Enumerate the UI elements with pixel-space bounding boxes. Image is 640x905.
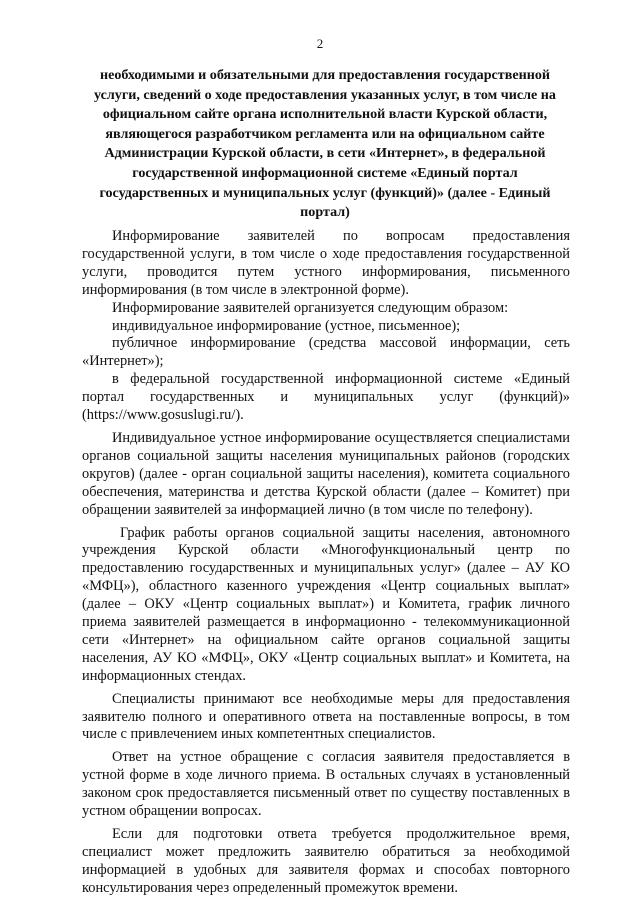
page-number: 2	[316, 36, 324, 51]
paragraph: Информирование заявителей по вопросам предоставления государственной услуги, в том числе о ходе предоставления государственной услуги, проводится путем устного информирования, письменного информирования (в том числе в электронной форме).	[82, 228, 570, 298]
paragraph: в федеральной государственной информационной системе «Единый портал государственных и муниципальных услуг (функций)» (https://www.gosuslugi.ru/).	[82, 371, 570, 424]
paragraph: Ответ на устное обращение с согласия заявителя предоставляется в устной форме в ходе личного приема. В остальных случаях в установленный законом срок предоставляется письменный ответ по существу поставленных в устном обращении вопросах.	[82, 749, 570, 820]
paragraph: Информирование заявителей организуется следующим образом:	[112, 299, 509, 316]
section-heading: необходимыми и обязательными для предоставления государственной услуги, сведений о ходе предоставления указанных услуг, в том числе на официальном сайте органа исполнительной власти Курской области, являющегося разработчиком регламента или на официальном сайте Администрации Курской области, в сети «Интернет», в федеральной государственной информационной системе «Единый портал государственных и муниципальных услуг (функций)» (далее - Единый портал)	[94, 67, 556, 221]
paragraph: Специалисты принимают все необходимые меры для предоставления заявителю полного и оперативного ответа на поставленные вопросы, в том числе с привлечением иных компетентных специалистов.	[82, 690, 570, 743]
paragraph: График работы органов социальной защиты населения, автономного учреждения Курской области «Многофункциональный центр по предоставлению государственных и муниципальных услуг» (далее – АУ КО «МФЦ»), областного казенного учреждения «Центр социальных выплат» (далее – ОКУ «Центр социальных выплат») и Комитета, график личного приема заявителей размещается в информационно - телекоммуникационной сети «Интернет» на официальном сайте органов социальной защиты населения, АУ КО «МФЦ», ОКУ «Центр социальных выплат» и Комитета, на информационных стендах.	[82, 524, 570, 684]
paragraph: индивидуальное информирование (устное, письменное);	[112, 317, 461, 334]
document-body	[82, 228, 570, 898]
paragraph: публичное информирование (средства массовой информации, сеть «Интернет»);	[82, 335, 570, 370]
paragraph: Если для подготовки ответа требуется продолжительное время, специалист может предложить заявителю обратиться за необходимой информацией в удобных для заявителя формах и способах повторного консультирования через определенный промежуток времени.	[82, 826, 570, 896]
paragraph: Индивидуальное устное информирование осуществляется специалистами органов социальной защиты населения муниципальных районов (городских округов) (далее - орган социальной защиты населения), комитета социального обеспечения, материнства и детства Курской области (далее – Комитет) при обращении заявителей за информацией лично (в том числе по телефону).	[82, 429, 570, 518]
